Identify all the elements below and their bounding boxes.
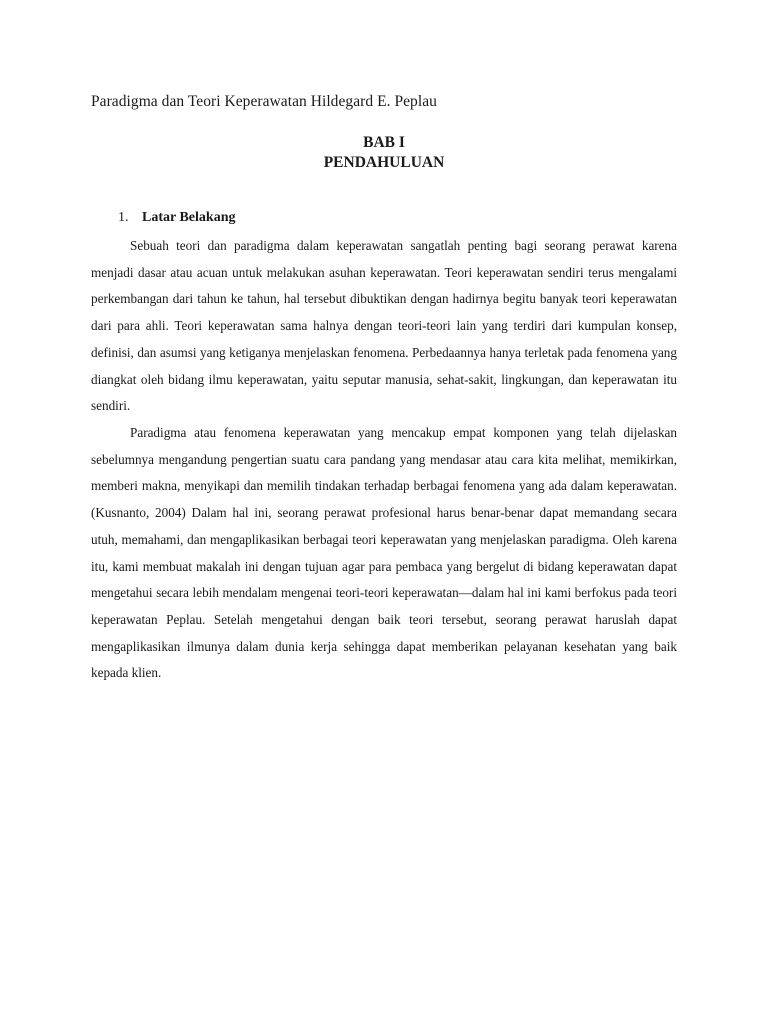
section-heading <box>118 210 235 226</box>
body-text-2 <box>91 420 677 687</box>
paragraph: Sebuah teori dan paradigma dalam keperawatan sangatlah penting bagi seorang perawat karena menjadi dasar atau acuan untuk melakukan asuhan keperawatan. Teori keperawatan sendiri terus mengalami perkembangan dari tahun ke tahun, hal tersebut dibuktikan dengan hadirnya begitu banyak teori keperawatan dari para ahli. Teori keperawatan sama halnya dengan teori-teori lain yang terdiri dari kumpulan konsep, definisi, dan asumsi yang ketiganya menjelaskan fenomena. Perbedaannya hanya terletak pada fenomena yang diangkat oleh bidang ilmu keperawatan, yaitu seputar manusia, sehat-sakit, lingkungan, dan keperawatan itu sendiri. <box>91 238 677 414</box>
body-text-1 <box>91 233 677 420</box>
paragraph: Paradigma atau fenomena keperawatan yang mencakup empat komponen yang telah dijelaskan sebelumnya mengandung pengertian suatu cara pandang yang mendasar atau cara kita melihat, memikirkan, memberi makna, menyikapi dan memilih tindakan terhadap berbagai fenomena yang ada dalam keperawatan. (Kusnanto, 2004) Dalam hal ini, seorang perawat profesional harus benar-benar dapat memandang secara utuh, memahami, dan mengaplikasikan berbagai teori keperawatan yang menjelaskan paradigma. Oleh karena itu, kami membuat makalah ini dengan tujuan agar para pembaca yang bergelut di bidang keperawatan dapat mengetahui secara lebih mendalam mengenai teori-teori keperawatan—dalam hal ini kami berfokus pada teori keperawatan Peplau. Setelah mengetahui dengan baik teori tersebut, seorang perawat haruslah dapat mengaplikasikan ilmunya dalam dunia kerja sehingga dapat memberikan pelayanan kesehatan yang baik kepada klien. <box>91 425 677 681</box>
chapter-title: PENDAHULUAN <box>323 154 445 171</box>
chapter-number: BAB I <box>363 134 405 151</box>
document-title: Paradigma dan Teori Keperawatan Hildegard E. Peplau <box>91 93 437 110</box>
section-label: Latar Belakang <box>142 210 236 225</box>
section-number: 1. <box>118 210 129 225</box>
